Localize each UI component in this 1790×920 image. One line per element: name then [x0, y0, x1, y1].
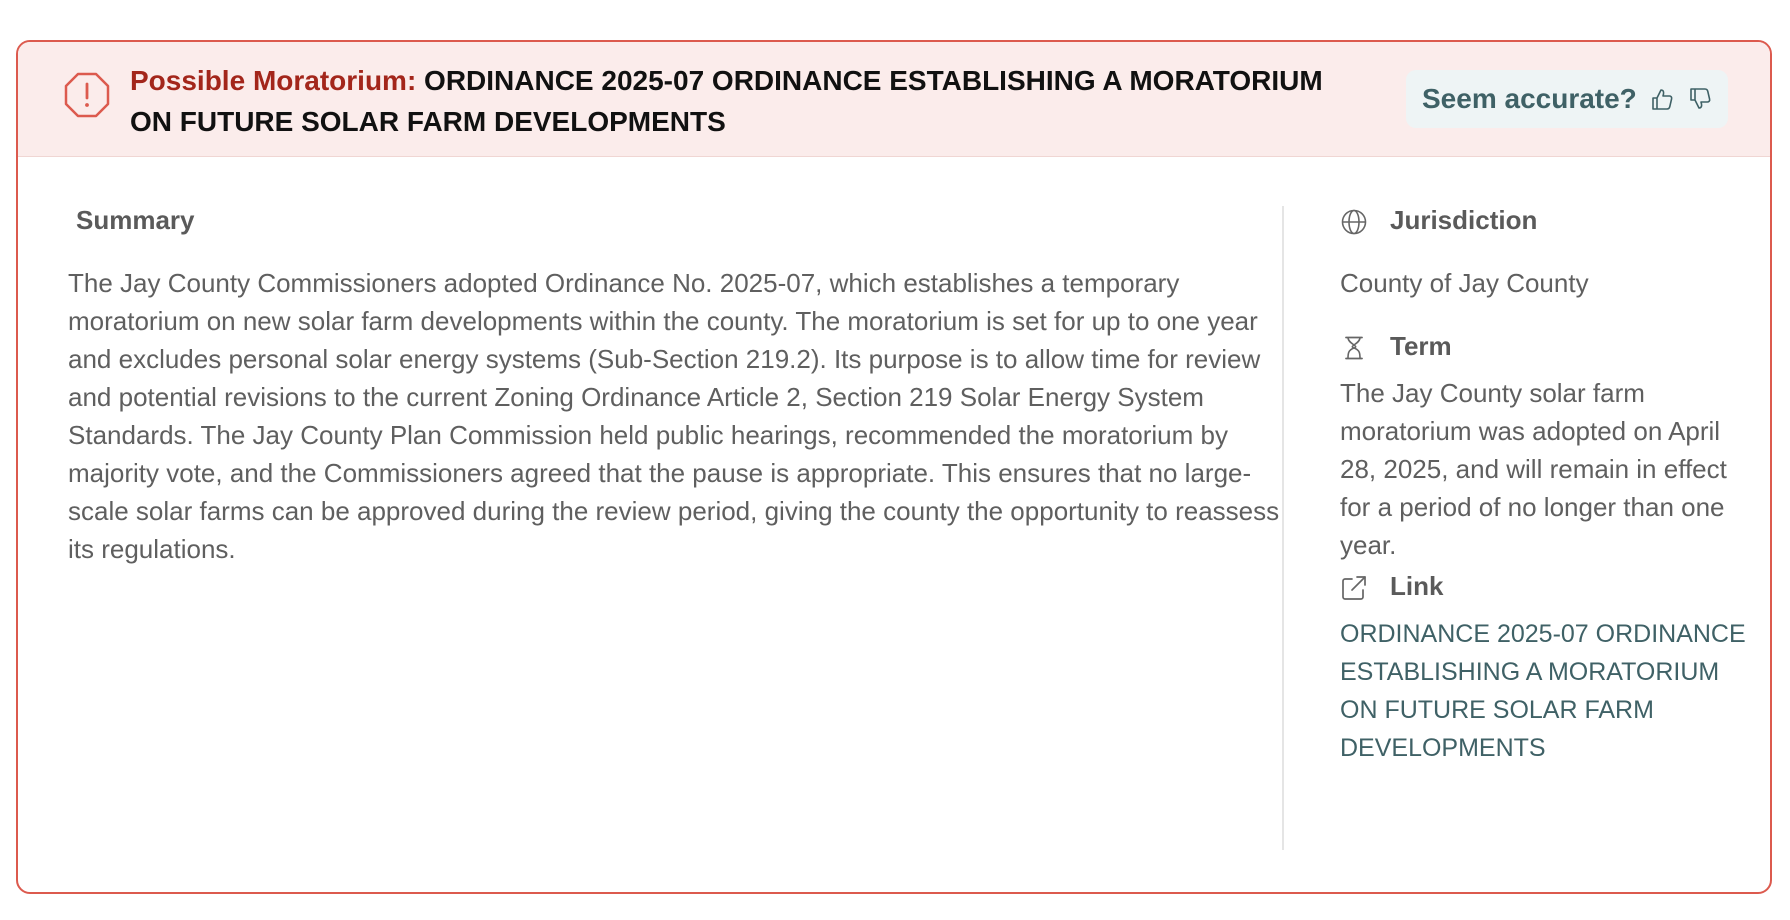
jurisdiction-heading: Jurisdiction: [1390, 205, 1538, 235]
link-heading: Link: [1390, 571, 1444, 601]
jurisdiction-value: County of Jay County: [1340, 268, 1589, 298]
globe-icon: [1340, 208, 1368, 236]
thumbs-up-icon[interactable]: [1649, 86, 1675, 112]
feedback-box: [1406, 70, 1728, 128]
external-link-icon: [1340, 574, 1368, 602]
alert-banner: [18, 42, 1770, 157]
feedback-label: Seem accurate?: [1422, 83, 1637, 114]
moratorium-card: [16, 40, 1772, 894]
term-heading: Term: [1390, 331, 1452, 361]
term-value: The Jay County solar farm moratorium was adopted on April 28, 2025, and will remain in effect for a period of no longer than one year.: [1340, 378, 1727, 560]
hourglass-icon: [1340, 334, 1368, 362]
banner-ordinance-title: ORDINANCE 2025-07 ORDINANCE ESTABLISHING A MORATORIUM ON FUTURE SOLAR FARM DEVELOPMENTS: [130, 65, 1323, 137]
column-divider: [1282, 206, 1284, 850]
banner-title: [130, 60, 1370, 142]
thumbs-down-icon[interactable]: [1687, 86, 1713, 112]
ordinance-link[interactable]: ORDINANCE 2025-07 ORDINANCE ESTABLISHING A MORATORIUM ON FUTURE SOLAR FARM DEVELOPMENTS: [1340, 620, 1746, 762]
summary-text: The Jay County Commissioners adopted Ordinance No. 2025-07, which establishes a temporary moratorium on new solar farm developments within the county. The moratorium is set for up to one year and excludes personal solar energy systems (Sub-Section 219.2). Its purpose is to allow time for review and potential revisions to the current Zoning Ordinance Article 2, Section 219 Solar Energy System Standards. The Jay County Plan Commission held public hearings, recommended the moratorium by majority vote, and the Commissioners agreed that the pause is appropriate. This ensures that no large-scale solar farms can be approved during the review period, giving the county the opportunity to reassess its regulations.: [68, 268, 1280, 564]
banner-label: Possible Moratorium:: [130, 65, 417, 96]
summary-heading: Summary: [76, 205, 195, 235]
alert-octagon-icon: [64, 72, 110, 118]
